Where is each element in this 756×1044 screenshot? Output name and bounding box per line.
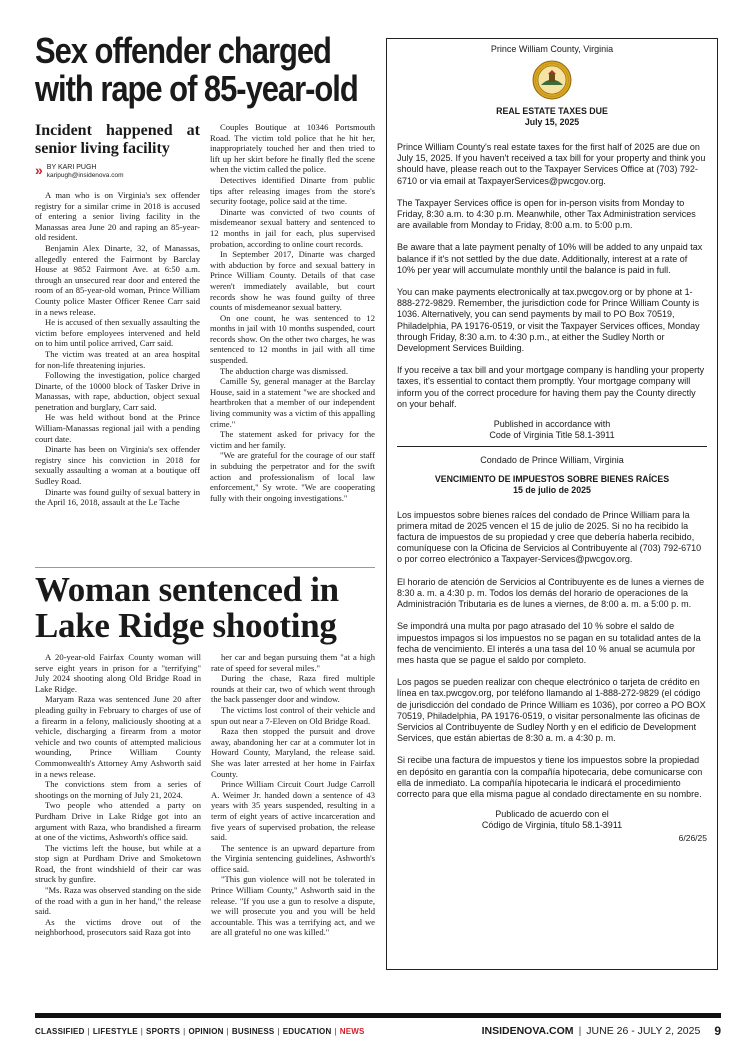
paragraph: Two people who attended a party on Purdham Drive in Lake Ridge got into an argument with Raza, who brandished a firearm at one of the victims, Ashworth's office said. (35, 800, 201, 843)
story-divider (35, 567, 375, 568)
published-es-line2: Código de Virginia, título 58.1-3911 (481, 820, 623, 831)
paragraph: You can make payments electronically at tax.pwcgov.org or by phone at 1-888-272-9829. Remember, the jurisdiction code for Prince William County is 1036. Alternatively, you can send payments by mail to PO Box 70519, Philadelphia, PA 19176-0519, or visit the Taxpayer Services offices, Monday through Friday, 8:30 a.m. to 4:30 p.m., at either the Sudley North or Development Services Building. (397, 287, 700, 354)
paragraph: Couples Boutique at 10346 Portsmouth Road. The victim told police that he hit her, inappropriately touched her and then tried to lift up her skirt before he finally fled the scene when the victim called the police. (210, 122, 375, 175)
notice-county-es: Condado de Prince William, Virginia (480, 455, 624, 466)
section-separator: | (183, 1026, 186, 1036)
notice-title-es-line1: VENCIMIENTO DE IMPUESTOS SOBRE BIENES RAÍCES (434, 473, 670, 484)
paragraph: "This gun violence will not be tolerated in Prince William County," Ashworth said in the release. "If you use a gun to resolve a dispute, we will prosecute you and you will be held accountable. This was a terrifying act, and we are all grateful no one was killed." (211, 874, 375, 938)
published-es-line1: Publicado de acuerdo con el (495, 809, 609, 820)
notice-title-en (397, 106, 707, 128)
paragraph: As the victims drove out of the neighborhood, prosecutors said Raza got into (35, 916, 201, 938)
story1-deck: Incident happened at senior living facility (35, 122, 200, 157)
county-seal-icon (532, 60, 572, 100)
paragraph: The statement asked for privacy for the victim and her family. (210, 429, 375, 450)
legal-notice-box (386, 38, 718, 970)
section-link-lifestyle[interactable]: LIFESTYLE (92, 1026, 138, 1036)
folio-separator: | (578, 1025, 582, 1037)
notice-title-en-line2: July 15, 2025 (524, 117, 580, 127)
paragraph: her car and began pursuing them "at a high rate of speed for several miles." (211, 652, 375, 673)
section-separator: | (277, 1026, 280, 1036)
notice-body-es (397, 510, 707, 800)
story1-col1 (35, 122, 200, 508)
paragraph: Detectives identified Dinarte from public tips after releasing images from the store's security footage, police said at the time. (210, 174, 375, 207)
paragraph: During the chase, Raza fired multiple rounds at their car, two of which went through the back passenger door and window. (211, 673, 375, 705)
story1-col2 (210, 122, 375, 508)
paragraph: In September 2017, Dinarte was charged with abduction by force and sexual battery in Prince William County. Details of that case weren't immediately available, but court records show he was found guilty of three counts of misdemeanor sexual battery. (210, 249, 375, 313)
notice-title-es (397, 474, 707, 496)
paragraph: Prince William County's real estate taxes for the first half of 2025 are due on July 15, 2025. If you haven't received a tax bill for your property and think you should have, please reach out to the Taxpayer Services Office at (703) 792-6710 or via email at TaxpayerServices@pwcgov.org. (397, 142, 706, 186)
issue-dates: JUNE 26 - JULY 2, 2025 (586, 1025, 701, 1037)
paragraph: El horario de atención de Servicios al Contribuyente es de lunes a viernes de 8:30 a. m. a 4:30 p. m. Todos los demás del horario de operaciones de la Administración Tributaria es de lunes a viernes, de 8:00 a. m. a 5:00 p. m. (397, 576, 705, 610)
published-en-line1: Published in accordance with (493, 419, 611, 430)
paragraph: Los impuestos sobre bienes raíces del condado de Prince William para la primera mitad de 2025 vencen el 15 de julio de 2025. Si no ha recibido la factura de impuestos de su propiedad y cree que debería haberla recibido, comuníquese con la Oficina de Servicios al Contribuyente al (703) 792-6710 o por correo electrónico a Taxpayer-Services@pwcgov.org. (397, 509, 702, 565)
paragraph: "We are grateful for the courage of our staff in subduing the perpetrator and for the swift action and professionalism of local law enforcement," Sy wrote. "We are cooperating fully with their ongoing investigations." (210, 450, 375, 503)
section-nav (35, 1027, 365, 1036)
byline (35, 164, 200, 180)
footer-rule (35, 1013, 721, 1018)
paragraph: A man who is on Virginia's sex offender registry for a similar crime in 2018 is accused of entering a senior living facility in the Manassas area June 20 and raping an 85-year-old resident. (35, 190, 200, 243)
notice-county-en: Prince William County, Virginia (490, 44, 614, 54)
paragraph: The victims left the house, but while at a stop sign at Purdham Drive and Smoketown Road, the front windshield of their car was struck by gunfire. (35, 842, 201, 885)
story1-body (35, 122, 375, 508)
section-link-sports[interactable]: SPORTS (146, 1026, 181, 1036)
paragraph: He was held without bond at the Prince William-Manassas regional jail with a pending court date. (35, 412, 200, 444)
paragraph: Dinarte was found guilty of sexual battery in the April 16, 2018, assault at the Le Tache (35, 486, 200, 508)
story1-headline: Sex offender charged with rape of 85-year-old (35, 30, 358, 109)
notice-title-es-line2: 15 de julio de 2025 (513, 484, 591, 495)
page-footer (35, 1024, 721, 1038)
section-link-opinion[interactable]: OPINION (188, 1026, 224, 1036)
paragraph: Los pagos se pueden realizar con cheque electrónico o tarjeta de crédito en línea en tax.pwcgov.org, por teléfono llamando al 1-888-272-9829 (el código de jurisdicción del condado de Prince William es 1036), por correo a PO BOX 70519, Philadelphia, PA 19176-0519, o visitar personalmente las oficinas de Servicios al Contribuyente de Sudley North y en el edificio de Development Services, que están abiertas de 8:30 a. m. a 4:30 p. m. (397, 677, 706, 744)
notice-published-en (397, 419, 707, 441)
notice-published-es (397, 809, 707, 831)
paragraph: Prince William Circuit Court Judge Carroll A. Weimer Jr. handed down a sentence of 43 years with 35 years suspended, resulting in a term of eight years of active incarceration and five years of supervised probation, the release said. (211, 779, 375, 843)
story2-col1 (35, 652, 201, 938)
paragraph: Dinarte has been on Virginia's sex offender registry since his conviction in 2018 for sexually assaulting a woman at a boutique off Sudley Road. (35, 444, 200, 487)
paragraph: Camille Sy, general manager at the Barclay House, said in a statement "we are shocked and heartbroken that a member of our independent living community was a victim of this appalling crime." (210, 376, 375, 429)
paragraph: Raza then stopped the pursuit and drove away, abandoning her car at a commuter lot in Howard County, Maryland, the release said. She was later arrested at her home in Fairfax County. (211, 726, 375, 779)
story1-header (35, 30, 375, 108)
paragraph: Dinarte was convicted of two counts of misdemeanor sexual battery and sentenced to 12 months in jail for each, plus supervised probation, according to online court records. (210, 206, 375, 249)
paragraph: Maryam Raza was sentenced June 20 after pleading guilty in February to charges of use of a firearm in a felony, maliciously shooting at a vehicle, discharging a firearm from a motor vehicle and two counts of attempted malicious wounding, Prince William County Commonwealth's Attorney Amy Ashworth said in a news release. (35, 694, 201, 779)
story2-col2 (211, 652, 375, 938)
paragraph: The convictions stem from a series of shootings on the morning of July 21, 2024. (35, 779, 201, 800)
section-link-business[interactable]: BUSINESS (231, 1026, 275, 1036)
section-separator: | (87, 1026, 90, 1036)
paragraph: He is accused of then sexually assaulting the victim before employees intervened and held on to him until police arrived, Carr said. (35, 317, 200, 349)
paragraph: The victims lost control of their vehicle and spun out near a 7-Eleven on Old Bridge Road. (211, 704, 375, 726)
double-chevron-right-icon: » (35, 162, 43, 178)
story1-col2-text (210, 122, 375, 503)
story1-col1-text (35, 190, 200, 508)
section-separator: | (226, 1026, 229, 1036)
paragraph: The abduction charge was dismissed. (220, 365, 348, 376)
notice-divider (397, 446, 707, 447)
site-name[interactable]: INSIDENOVA.COM (481, 1025, 574, 1037)
paragraph: The sentence is an upward departure from the Virginia sentencing guidelines, Ashworth's office said. (211, 842, 375, 874)
byline-author: BY KARI PUGH (46, 164, 97, 171)
section-separator: | (334, 1026, 337, 1036)
paragraph: The victim was treated at an area hospital for non-life threatening injuries. (35, 348, 200, 370)
paragraph: Be aware that a late payment penalty of 10% will be added to any unpaid tax balance if it's not settled by the due date. Additionally, interest at a rate of 10% per year will accumulate monthly until the balance is paid in full. (397, 242, 703, 275)
page-number: 9 (714, 1024, 721, 1038)
notice-date-code: 6/26/25 (678, 832, 707, 843)
section-link-news[interactable]: NEWS (339, 1026, 365, 1036)
notice-body-en (397, 142, 707, 410)
paragraph: Se impondrá una multa por pago atrasado del 10 % sobre el saldo de impuestos impagos si los impuestos no se pagan en su totalidad antes de la fecha de vencimiento. El interés a una tasa del 10 % anual se acumula por mes hasta que se pague el saldo por completo. (397, 621, 701, 665)
paragraph: A 20-year-old Fairfax County woman will serve eight years in prison for a "terrifying" July 2024 shooting along Old Bridge Road in Lake Ridge. (35, 652, 201, 694)
paragraph: Following the investigation, police charged Dinarte, of the 10000 block of Tasker Drive in Manassas, with rape, abduction, object sexual penetration and burglary, Carr said. (35, 370, 200, 412)
paragraph: The Taxpayer Services office is open for in-person visits from Monday to Friday, 8:30 a.m. to 4:30 p.m. Meanwhile, other Tax Administration services are available from Monday to Friday, 8:00 a.m. to 5:00 p.m. (397, 197, 696, 231)
byline-email[interactable]: karipugh@insidenova.com (46, 172, 124, 179)
folio (482, 1024, 721, 1038)
section-link-classified[interactable]: CLASSIFIED (35, 1026, 85, 1036)
notice-title-en-line1: REAL ESTATE TAXES DUE (496, 106, 608, 116)
story2-headline: Woman sentenced in Lake Ridge shooting (35, 570, 339, 645)
paragraph: Benjamin Alex Dinarte, 32, of Manassas, allegedly entered the Fairmont by Barclay House at 9852 Fairmont Ave. at 6:50 a.m. through an unsecured rear door and entered the room of an 85-year-old woman, Prince William County police Master Officer Renee Carr said in a news release. (35, 242, 200, 317)
paragraph: "Ms. Raza was observed standing on the side of the road with a gun in her hand," the release said. (35, 885, 201, 917)
section-link-education[interactable]: EDUCATION (282, 1026, 332, 1036)
paragraph: On one count, he was sentenced to 12 months in jail with 10 months suspended, court records show. On the other two charges, he was sentenced to 12 months in jail with all time suspended. (210, 312, 375, 366)
paragraph: If you receive a tax bill and your mortgage company is handling your property taxes, it's essential to contact them promptly. Your mortgage company will inform you of the correct procedure for having them pay the County directly on your behalf. (397, 365, 705, 409)
paragraph: Si recibe una factura de impuestos y tiene los impuestos sobre la propiedad en depósito en garantía con la compañía hipotecaria, debe comunicarse con ella de inmediato. La compañía hipotecaria le indicará el procedimiento correcto para que ella misma pague al condado directamente en su nombre. (397, 755, 703, 799)
story2-body (35, 652, 375, 938)
published-en-line2: Code of Virginia Title 58.1-3911 (489, 430, 615, 441)
section-separator: | (140, 1026, 144, 1036)
